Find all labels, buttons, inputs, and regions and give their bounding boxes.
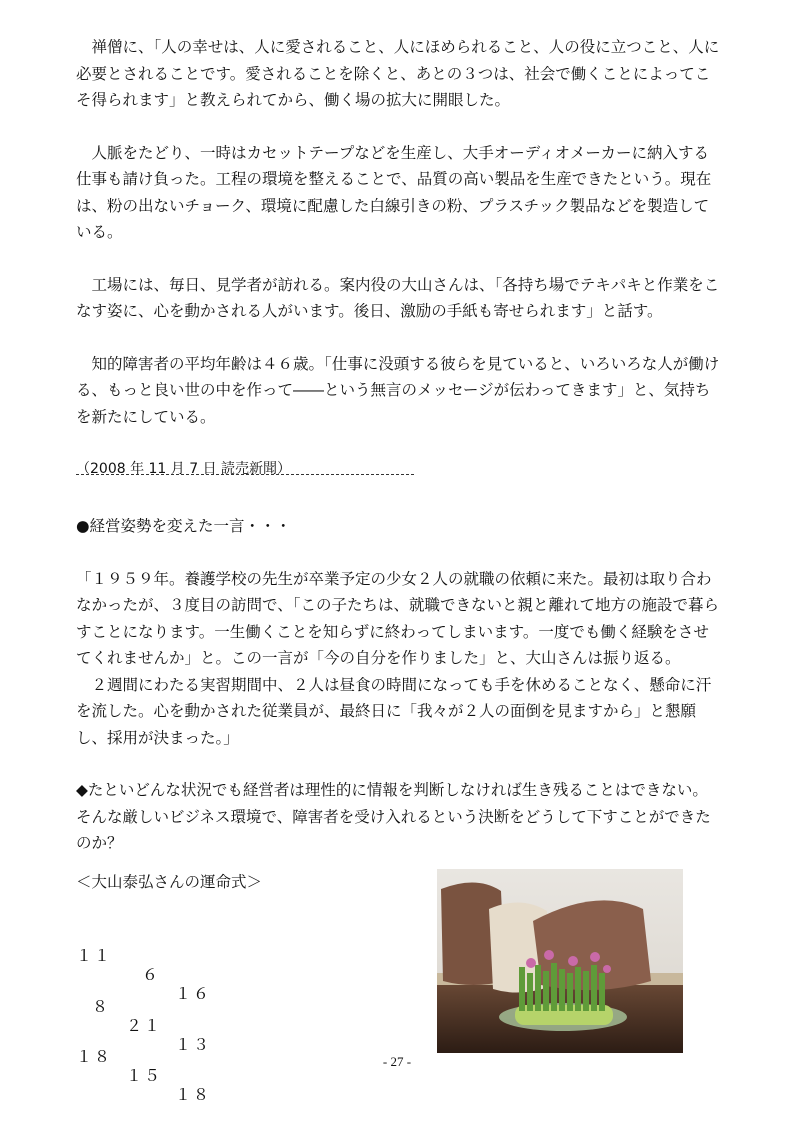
blank-line: [76, 246, 721, 272]
section-heading: ●経営姿勢を変えた一言・・・: [76, 517, 292, 535]
quote-paragraph-2: ２週間にわたる実習期間中、２人は昼食の時間になっても手を休めることなく、懸命に汗を流した。心を動かされた従業員が、最終日に「我々が２人の面倒を見ますから」と懇願し、採用が決まった。」: [76, 675, 712, 747]
grid-cell: １８: [76, 1047, 113, 1066]
paragraph-4: 知的障害者の平均年齢は４６歳。「仕事に没頭する彼らを見ていると、いろいろな人が働ける、もっと良い世の中を作って――という無言のメッセージが伝わってきます」と、気持ちを新たにしている。: [76, 354, 720, 426]
formula-title: ＜大山泰弘さんの運命式＞: [76, 873, 263, 891]
grid-cell: １６: [175, 984, 212, 1003]
interior-photo: [437, 869, 683, 1053]
blank-line: [76, 540, 721, 566]
question-paragraph: ◆たといどんな状況でも経営者は理性的に情報を判断しなければ生き残ることはできない。そんな厳しいビジネス環境で、障害者を受け入れるという決断をどうして下すことができたのか？: [76, 781, 711, 852]
quote-paragraph-1: 「１９５９年。養護学校の先生が卒業予定の少女２人の就職の依頼に来た。最初は取り合わなかったが、３度目の訪問で、「この子たちは、就職できないと親と離れて地方の施設で暮らすことになります。一生働くことを知らずに終わってしまいます。一度でも働く経験をさせてくれませんか」と。この一言が「今の自分を作りました」と、大山さんは振り返る。: [76, 569, 719, 667]
grid-cell: １１: [76, 946, 113, 965]
blank-line: [76, 430, 721, 456]
source-citation: （2008 年 11 月 7 日 読売新聞）: [76, 461, 292, 477]
formula-title-block: [76, 869, 416, 896]
grid-cell: ８: [92, 997, 111, 1016]
dashed-separator: [76, 474, 414, 475]
section-body: [76, 513, 721, 857]
blank-line: [76, 751, 721, 777]
grid-cell: １８: [175, 1085, 212, 1104]
grid-cell: １５: [126, 1066, 163, 1085]
page-number: - 27 -: [382, 1054, 412, 1069]
grid-cell: ６: [142, 965, 161, 984]
grid-cell: ２１: [126, 1016, 163, 1035]
interior-photo-image: [437, 869, 683, 1053]
paragraph-1: 禅僧に、「人の幸せは、人に愛されること、人にほめられること、人の役に立つこと、人に必要とされることです。愛されることを除くと、あとの３つは、社会で働くことによってこそ得られます」と教えられてから、働く場の拡大に開眼した。: [76, 38, 720, 109]
paragraph-2: 人脈をたどり、一時はカセットテープなどを生産し、大手オーディオメーカーに納入する仕事も請け負った。工程の環境を整えることで、品質の高い製品を生産できたという。現在は、粉の出ないチョーク、環境に配慮した白線引きの粉、プラスチック製品などを製造している。: [76, 143, 712, 241]
grid-cell: １３: [175, 1035, 212, 1054]
article-body: [76, 34, 721, 483]
blank-line: [76, 325, 721, 351]
paragraph-3: 工場には、毎日、見学者が訪れる。案内役の大山さんは、「各持ち場でテキパキと作業をこなす姿に、心を動かされる人がいます。後日、激励の手紙も寄せられます」と話す。: [76, 275, 720, 320]
blank-line: [76, 114, 721, 140]
